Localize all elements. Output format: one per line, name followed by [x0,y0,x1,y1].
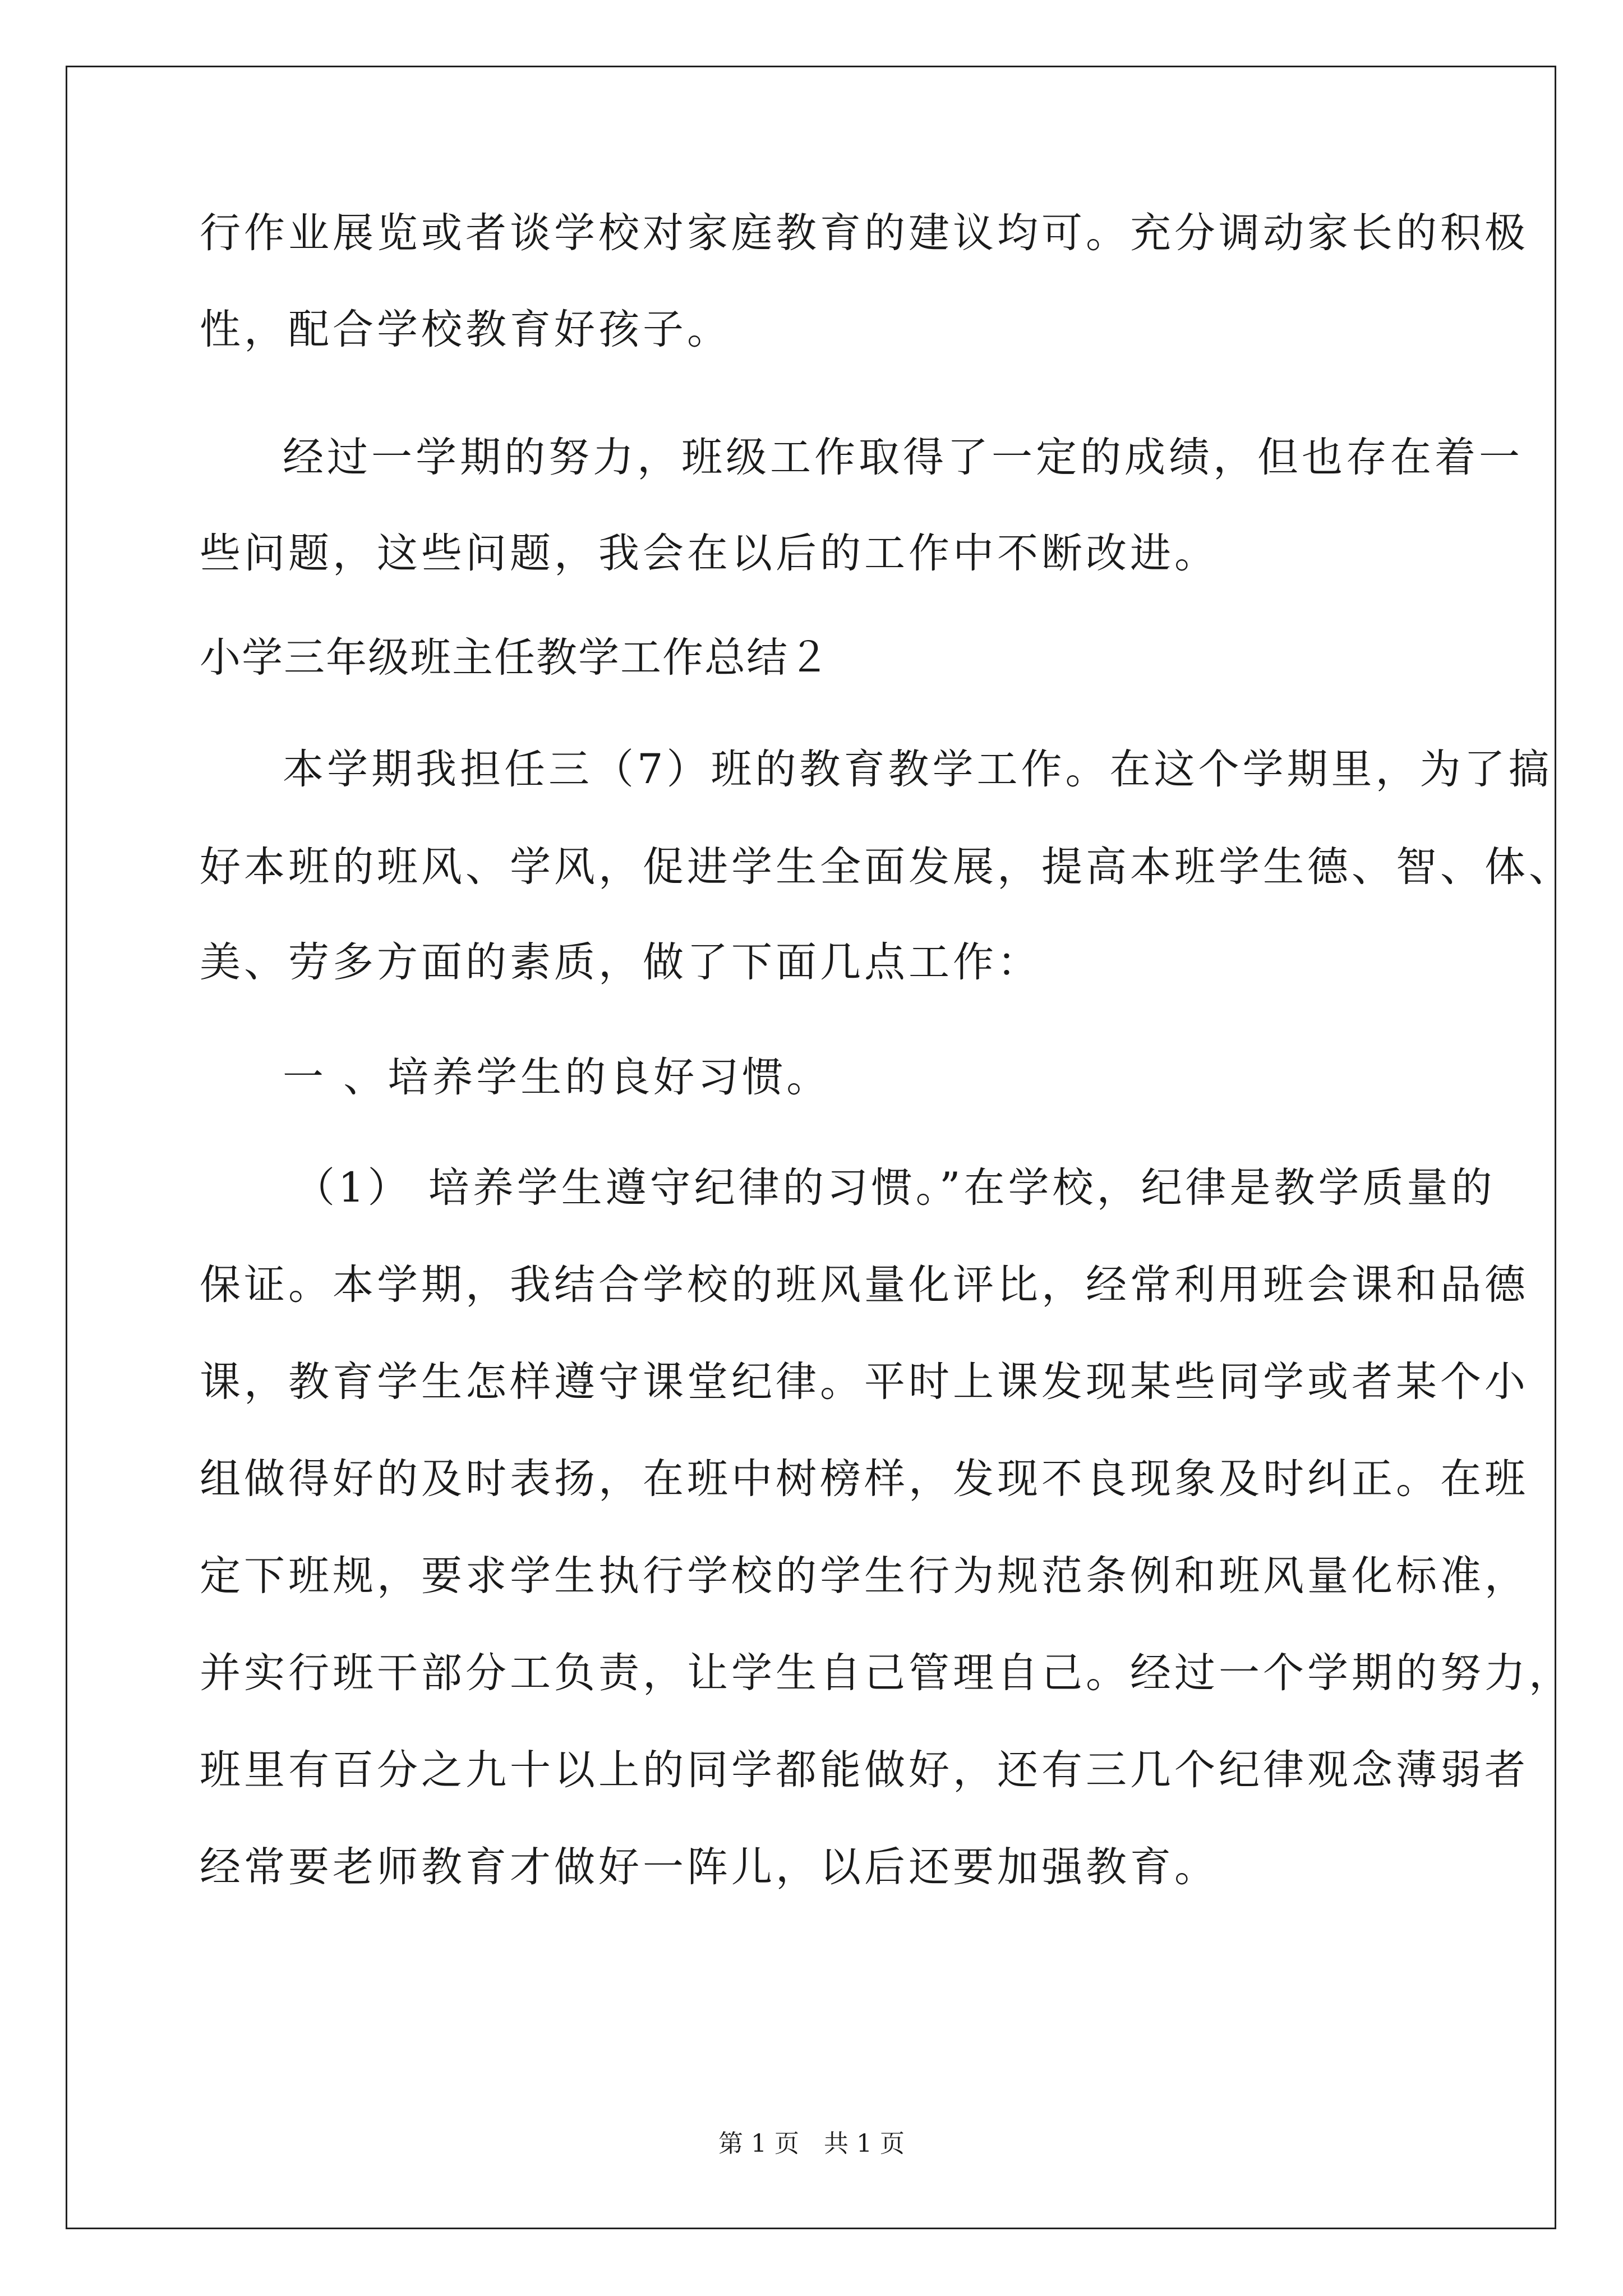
text-line: 班里有百分之九十以上的同学都能做好，还有三几个纪律观念薄弱者 [200,1746,1529,1794]
page-number-footer: 第 1 页 共 1 页 [718,2129,905,2158]
text-line: 好本班的班风、学风，促进学生全面发展，提高本班学生德、智、体、 [200,843,1573,891]
text-line: 美、劳多方面的素质，做了下面几点工作： [200,938,1041,986]
paragraph-start: （1） 培养学生遵守纪律的习惯。”在学校，纪律是教学质量的 [294,1164,1496,1212]
paragraph-start: 本学期我担任三（7）班的教育教学工作。在这个学期里，为了搞 [283,746,1553,793]
text-line: 课，教育学生怎样遵守课堂纪律。平时上课发现某些同学或者某个小 [200,1358,1529,1406]
text-line: 经常要老师教育才做好一阵儿，以后还要加强教育。 [200,1843,1219,1891]
text-line: 行作业展览或者谈学校对家庭教育的建议均可。充分调动家长的积极 [200,209,1529,257]
page-border [66,66,1556,2229]
text-line: 些问题，这些问题，我会在以后的工作中不断改进。 [200,530,1219,577]
text-line: 组做得好的及时表扬，在班中树榜样，发现不良现象及时纠正。在班 [200,1455,1529,1503]
text-line: 并实行班干部分工负责，让学生自己管理自己。经过一个学期的努力， [200,1649,1573,1697]
text-line: 性，配合学校教育好孩子。 [200,306,731,353]
list-heading: 一 、培养学生的良好习惯。 [283,1053,831,1101]
text-line: 保证。本学期，我结合学校的班风量化评比，经常利用班会课和品德 [200,1261,1529,1309]
paragraph-start: 经过一学期的努力，班级工作取得了一定的成绩，但也存在着一 [283,434,1523,481]
section-title: 小学三年级班主任教学工作总结２ [200,634,831,682]
text-line: 定下班规，要求学生执行学校的学生行为规范条例和班风量化标准， [200,1552,1529,1600]
